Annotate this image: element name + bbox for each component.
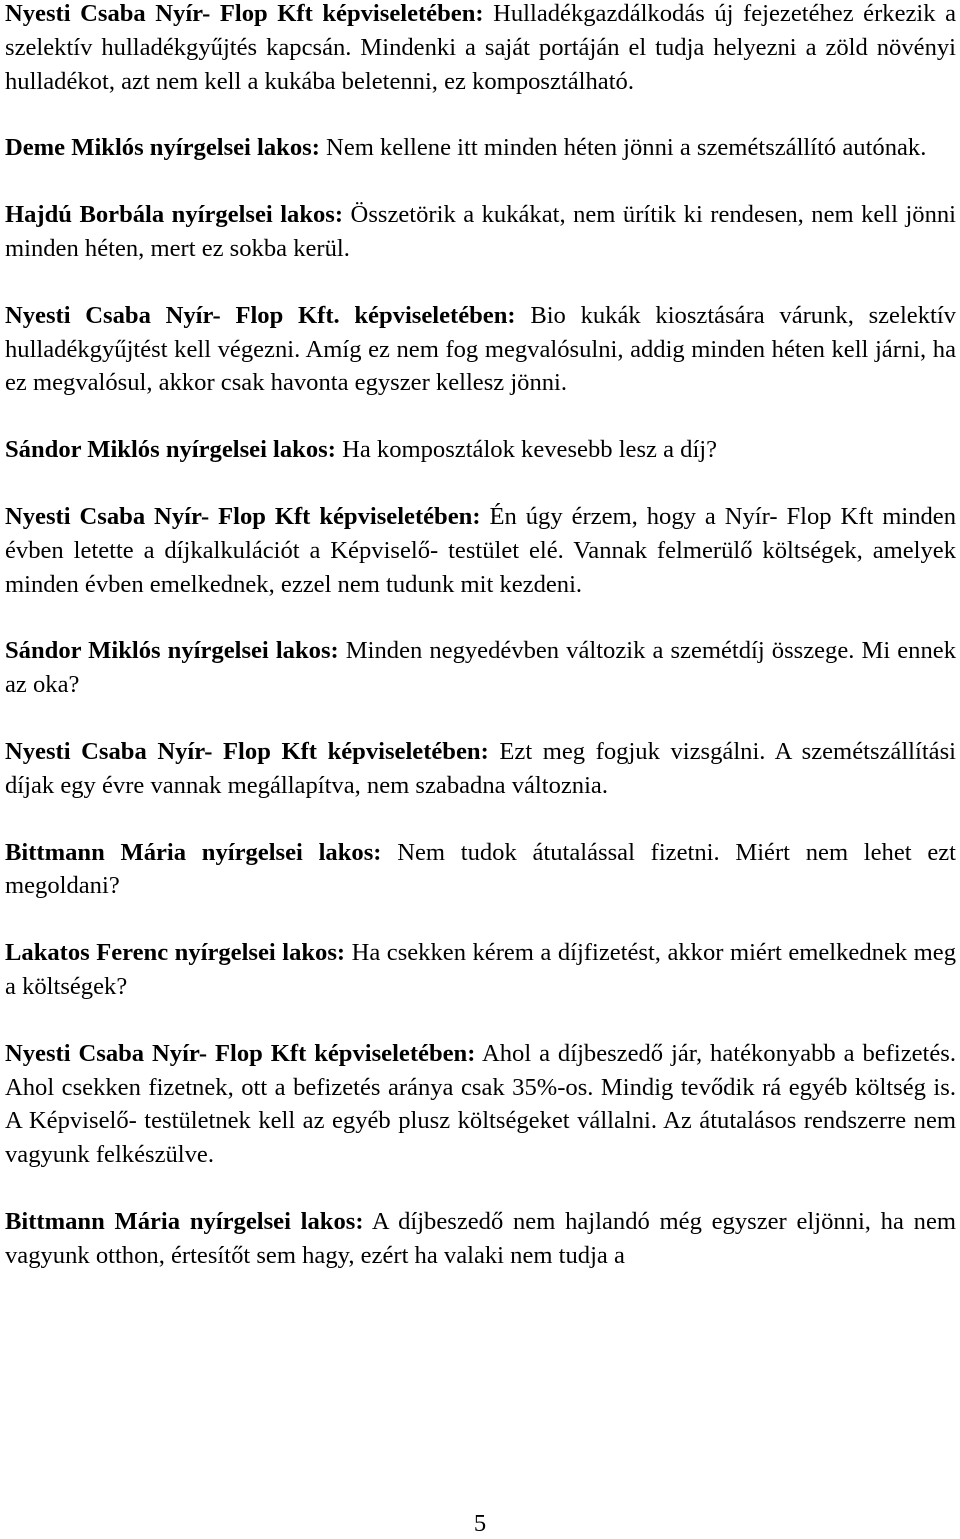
- statement-text: Nem kellene itt minden héten jönni a szemétszállító autónak.: [319, 134, 927, 162]
- speaker-name: Sándor Miklós nyírgelsei lakos:: [5, 436, 336, 464]
- transcript-paragraph: [5, 1037, 956, 1172]
- speaker-name: Nyesti Csaba Nyír- Flop Kft. képviseletében:: [5, 301, 516, 329]
- statement-text: Én úgy érzem, hogy a Nyír- Flop Kft minden évben letette a díjkalkulációt a Képviselő- testület elé. Vannak felmerülő költségek, amelyek minden évben emelkednek, ezzel nem tudunk mit kezdeni.: [5, 502, 956, 598]
- document-page: [5, 0, 956, 1306]
- speaker-name: Nyesti Csaba Nyír- Flop Kft képviseletében:: [5, 1039, 476, 1067]
- speaker-name: Bittmann Mária nyírgelsei lakos:: [5, 1207, 364, 1235]
- transcript-paragraph: [5, 0, 956, 98]
- statement-text: A díjbeszedő nem hajlandó még egyszer eljönni, ha nem vagyunk otthon, értesítőt sem hagy, ezért ha valaki nem tudja a: [5, 1207, 956, 1269]
- statement-text: Bio kukák kiosztására várunk, szelektív hulladékgyűjtést kell végezni. Amíg ez nem fog megvalósulni, addig minden héten kell járni, ha ez megvalósul, akkor csak havonta egyszer kellesz jönni.: [5, 301, 956, 397]
- speaker-name: Nyesti Csaba Nyír- Flop Kft képviseletében:: [5, 0, 484, 27]
- speaker-name: Lakatos Ferenc nyírgelsei lakos:: [5, 939, 346, 967]
- statement-text: Összetörik a kukákat, nem ürítik ki rendesen, nem kell jönni minden héten, mert ez sokba kerül.: [5, 201, 957, 262]
- transcript-paragraph: [5, 433, 956, 467]
- transcript-paragraph: [5, 500, 956, 601]
- speaker-name: Bittmann Mária nyírgelsei lakos:: [5, 838, 382, 866]
- page-number: 5: [473, 1510, 487, 1537]
- transcript-paragraph: [5, 198, 956, 266]
- statement-text: Ahol a díjbeszedő jár, hatékonyabb a befizetés. Ahol csekken fizetnek, ott a befizetés aránya csak 35%-os. Mindig tevődik rá egyéb költség is. A Képviselő- testületnek kell az egyéb plusz költségeket vállalni. Az átutalásos rendszerre nem vagyunk felkészülve.: [5, 1039, 957, 1169]
- statement-text: Minden negyedévben változik a szemétdíj összege. Mi ennek az oka?: [5, 637, 956, 699]
- transcript-paragraph: [5, 936, 956, 1004]
- transcript-paragraph: [5, 131, 956, 165]
- speaker-name: Deme Miklós nyírgelsei lakos:: [5, 134, 320, 162]
- statement-text: Hulladékgazdálkodás új fejezetéhez érkezik a szelektív hulladékgyűjtés kapcsán. Mindenki a saját portáján el tudja helyezni a zöld növényi hulladékot, azt nem kell a kukába beletenni, ez komposztálható.: [5, 0, 956, 95]
- transcript-paragraph: [5, 836, 956, 904]
- statement-text: Ha komposztálok kevesebb lesz a díj?: [335, 436, 718, 464]
- speaker-name: Sándor Miklós nyírgelsei lakos:: [5, 637, 339, 665]
- transcript-paragraph: [5, 1205, 956, 1273]
- statement-text: Ezt meg fogjuk vizsgálni. A szemétszállítási díjak egy évre vannak megállapítva, nem szabadna változnia.: [5, 737, 956, 799]
- transcript-paragraph: [5, 634, 956, 702]
- speaker-name: Nyesti Csaba Nyír- Flop Kft képviseletében:: [5, 502, 481, 530]
- transcript-paragraph: [5, 299, 956, 400]
- speaker-name: Hajdú Borbála nyírgelsei lakos:: [5, 201, 344, 229]
- transcript-paragraph: [5, 735, 956, 803]
- statement-text: Ha csekken kérem a díjfizetést, akkor miért emelkednek meg a költségek?: [5, 939, 956, 1000]
- statement-text: Nem tudok átutalással fizetni. Miért nem lehet ezt megoldani?: [5, 838, 956, 900]
- speaker-name: Nyesti Csaba Nyír- Flop Kft képviseletében:: [5, 737, 489, 765]
